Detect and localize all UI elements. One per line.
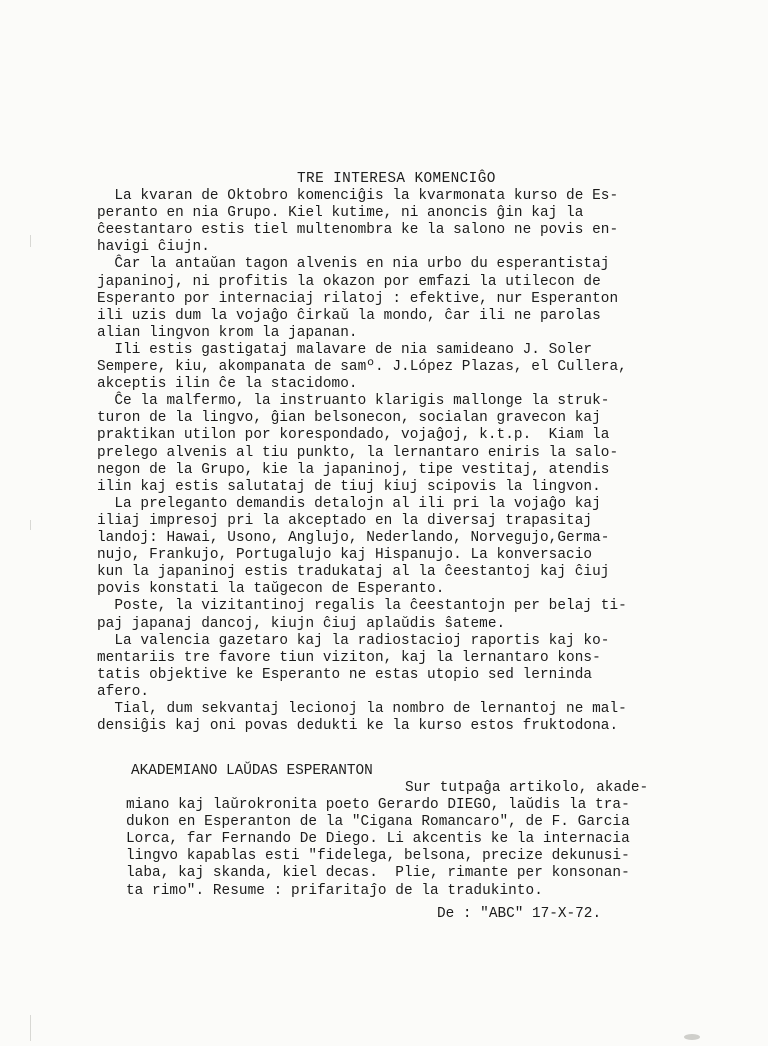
article-line: turon de la lingvo, ĝian belsonecon, socialan gravecon kaj bbox=[97, 410, 601, 427]
second-article-line: dukon en Esperanton de la "Cigana Romancaro", de F. Garcia bbox=[126, 814, 630, 831]
article-line: povis konstati la taŭgecon de Esperanto. bbox=[97, 581, 445, 598]
article-line: Sempere, kiu, akompanata de samº. J.López Plazas, el Cullera, bbox=[97, 359, 627, 375]
second-article-line: ta rimo". Resume : prifaritaĵo de la tradukinto. bbox=[126, 882, 543, 899]
article-line: ĉeestantaro estis tiel multenombra ke la salono ne povis en- bbox=[97, 222, 619, 239]
article-line: ilin kaj estis salutataj de tiuj kiuj scipovis la lingvon. bbox=[97, 478, 601, 495]
article-line: Esperanto por internaciaj rilatoj : efektive, nur Esperanton bbox=[97, 290, 619, 307]
article-line: japaninoj, ni profitis la okazon por emfazi la utilecon de bbox=[97, 273, 601, 290]
second-article-line: lingvo kapablas esti "fidelega, belsona, precize dekunusi- bbox=[126, 848, 630, 865]
article-line: Ili estis gastigataj malavare de nia samideano J. Soler bbox=[97, 341, 593, 358]
scan-mark bbox=[30, 235, 31, 247]
article-line: peranto en nia Grupo. Kiel kutime, ni anoncis ĝin kaj la bbox=[97, 205, 584, 222]
article-line: La kvaran de Oktobro komenciĝis la kvarmonata kurso de Es- bbox=[97, 188, 619, 204]
article-line: afero. bbox=[97, 683, 150, 700]
article-line: Ĉar la antaŭan tagon alvenis en nia urbo du esperantistaj bbox=[97, 256, 610, 273]
article-line: iliaj impresoj pri la akceptado en la diversaj trapasitaj bbox=[97, 512, 593, 529]
article-line: negon de la Grupo, kie la japaninoj, tipe vestitaj, atendis bbox=[97, 461, 610, 478]
scan-mark bbox=[30, 1015, 31, 1041]
scan-speck bbox=[684, 1034, 700, 1040]
article-line: Tial, dum sekvantaj lecionoj la nombro de lernantoj ne mal- bbox=[97, 701, 627, 717]
article-line: tatis objektive ke Esperanto ne estas utopio sed lerninda bbox=[97, 666, 593, 683]
article-line: kun la japaninoj estis tradukataj al la ĉeestantoj kaj ĉiuj bbox=[97, 564, 610, 581]
article-line: prelego alvenis al tiu punkto, la lernantaro eniris la salo- bbox=[97, 444, 619, 461]
article-line: Poste, la vizitantinoj regalis la ĉeestantojn per belaj ti- bbox=[97, 598, 627, 615]
article-line: Ĉe la malfermo, la instruanto klarigis mallonge la struk- bbox=[97, 393, 610, 410]
article-line: alian lingvon krom la japanan. bbox=[97, 324, 358, 341]
second-article-first-line: Sur tutpaĝa artikolo, akade- bbox=[405, 780, 649, 796]
article-line: nujo, Frankujo, Portugalujo kaj Hispanujo. La konversacio bbox=[97, 547, 593, 564]
article-line: mentariis tre favore tiun viziton, kaj la lernantaro kons- bbox=[97, 649, 601, 666]
source-citation: De : "ABC" 17-X-72. bbox=[437, 906, 602, 922]
article-line: La valencia gazetaro kaj la radiostacioj raportis kaj ko- bbox=[97, 632, 610, 649]
article-line: akceptis ilin ĉe la stacidomo. bbox=[97, 376, 358, 393]
scan-mark bbox=[30, 520, 31, 530]
second-article-line: Lorca, far Fernando De Diego. Li akcentis ke la internacia bbox=[126, 831, 630, 848]
article-line: praktikan utilon por korespondado, vojaĝoj, k.t.p. Kiam la bbox=[97, 427, 610, 444]
second-article-title: AKADEMIANO LAŬDAS ESPERANTON bbox=[131, 763, 373, 779]
article-line: La preleganto demandis detalojn al ili pri la vojaĝo kaj bbox=[97, 495, 601, 512]
second-article-line: miano kaj laŭrokronita poeto Gerardo DIEGO, laŭdis la tra- bbox=[126, 797, 630, 813]
article-line: paj japanaj dancoj, kiujn ĉiuj aplaŭdis ŝateme. bbox=[97, 615, 506, 632]
second-article-line: laba, kaj skanda, kiel decas. Plie, rimante per konsonan- bbox=[126, 865, 630, 882]
article-line: ili uzis dum la vojaĝo ĉirkaŭ la mondo, ĉar ili ne parolas bbox=[97, 307, 601, 324]
article-line: landoj: Hawai, Usono, Anglujo, Nederlando, Norvegujo,Germa- bbox=[97, 530, 610, 546]
article-title: TRE INTERESA KOMENCIĜO bbox=[297, 171, 496, 187]
article-line: havigi ĉiujn. bbox=[97, 239, 210, 256]
article-line: densiĝis kaj oni povas dedukti ke la kurso estos fruktodona. bbox=[97, 718, 619, 735]
